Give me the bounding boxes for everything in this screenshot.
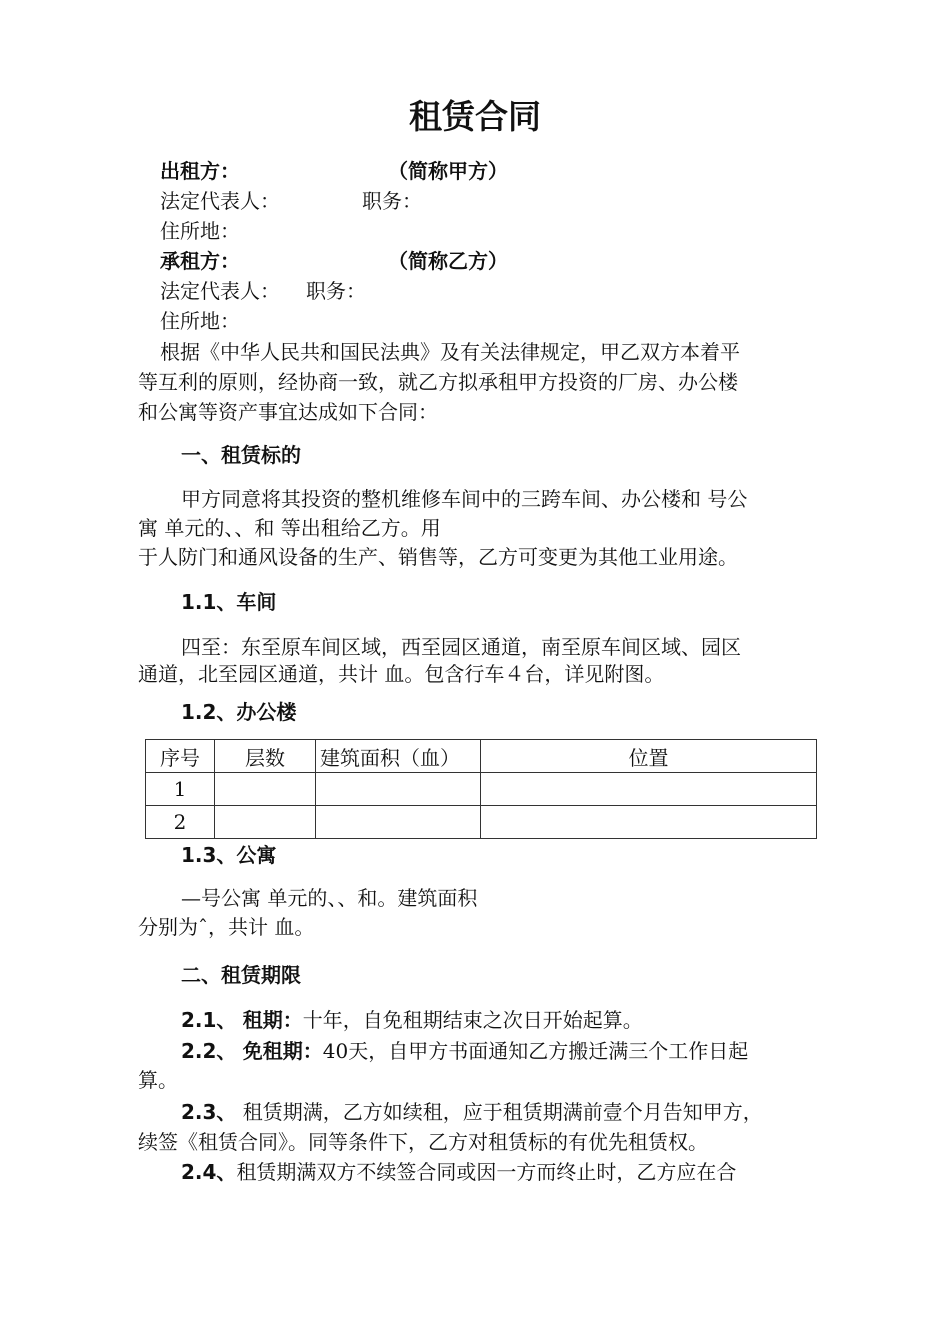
workshop-heading: 1.1、车间 (181, 590, 277, 614)
lessor-label: 出租方： (160, 159, 240, 183)
term-item-2-cont: 算。 (138, 1068, 178, 1092)
table-header-row (146, 740, 817, 773)
lessor-address-label: 住所地： (160, 219, 240, 243)
term-item-label: 租期： (242, 1008, 303, 1032)
term-item-3-cont: 续签《租赁合同》。同等条件下，乙方对租赁标的有优先租赁权。 (138, 1130, 708, 1154)
section2-heading: 二、租赁期限 (181, 963, 301, 987)
preamble-line-3: 和公寓等资产事宜达成如下合同： (138, 400, 438, 424)
apartment-heading: 1.3、公寓 (181, 843, 277, 867)
section1-body-1: 甲方同意将其投资的整机维修车间中的三跨车间、办公楼和 号公 (181, 487, 748, 511)
term-item-text: 十年，自免租期结束之次日开始起算。 (302, 1008, 643, 1032)
page-title: 租赁合同 (409, 97, 541, 136)
term-item-num: 2.2、 (181, 1039, 237, 1063)
lessor-rep-label: 法定代表人： (160, 189, 280, 213)
cell-area (316, 773, 481, 806)
cell-no: 1 (146, 773, 215, 806)
lessee-position-label: 职务： (306, 279, 366, 303)
table-row (146, 773, 817, 806)
workshop-body-1: 四至：东至原车间区域，西至园区通道，南至原车间区域、园区 (181, 635, 741, 659)
term-item-text: 租赁期满，乙方如续租，应于租赁期满前壹个月告知甲方， (242, 1100, 763, 1124)
lessor-position-label: 职务： (362, 189, 422, 213)
lessee-rep-label: 法定代表人： (160, 279, 280, 303)
section1-body-2: 寓 单元的、、和 等出租给乙方。用 (138, 516, 441, 540)
workshop-body-2: 通道，北至园区通道，共计 血。包含行车４台，详见附图。 (138, 662, 665, 686)
term-item-4 (181, 1158, 736, 1186)
cell-floors (215, 773, 316, 806)
cell-area (316, 806, 481, 839)
header-cell-no: 序号 (146, 740, 215, 773)
preamble-line-1: 根据《中华人民共和国民法典》及有关法律规定，甲乙双方本着平 (160, 340, 740, 364)
table-row (146, 806, 817, 839)
office-heading: 1.2、办公楼 (181, 700, 297, 724)
section1-heading: 一、租赁标的 (181, 443, 301, 467)
apartment-body-2: 分别为ˆ，共计 血。 (138, 915, 315, 939)
term-item-text: 40天，自甲方书面通知乙方搬迁满三个工作日起 (322, 1039, 749, 1063)
section1-body-3: 于人防门和通风设备的生产、销售等，乙方可变更为其他工业用途。 (138, 545, 738, 569)
term-item-2 (181, 1037, 748, 1065)
term-item-num: 2.3、 (181, 1100, 237, 1124)
lessee-label: 承租方： (160, 249, 240, 273)
header-cell-location: 位置 (481, 740, 817, 773)
header-cell-area: 建筑面积（血） (316, 740, 481, 773)
lessee-address-label: 住所地： (160, 309, 240, 333)
term-item-1 (181, 1006, 643, 1034)
term-item-num: 2.4、 (181, 1160, 237, 1184)
term-item-label: 免租期： (242, 1039, 323, 1063)
lessee-abbr: （简称乙方） (388, 249, 508, 273)
cell-location (481, 806, 817, 839)
cell-no: 2 (146, 806, 215, 839)
cell-location (481, 773, 817, 806)
header-cell-floors: 层数 (215, 740, 316, 773)
office-table (145, 739, 817, 839)
term-item-num: 2.1、 (181, 1008, 237, 1032)
lessor-abbr: （简称甲方） (388, 159, 508, 183)
term-item-text: 租赁期满双方不续签合同或因一方而终止时，乙方应在合 (236, 1160, 737, 1184)
term-item-3 (181, 1098, 763, 1126)
cell-floors (215, 806, 316, 839)
apartment-body-1: —号公寓 单元的、、和。建筑面积 (181, 886, 478, 910)
preamble-line-2: 等互利的原则，经协商一致，就乙方拟承租甲方投资的厂房、办公楼 (138, 370, 738, 394)
